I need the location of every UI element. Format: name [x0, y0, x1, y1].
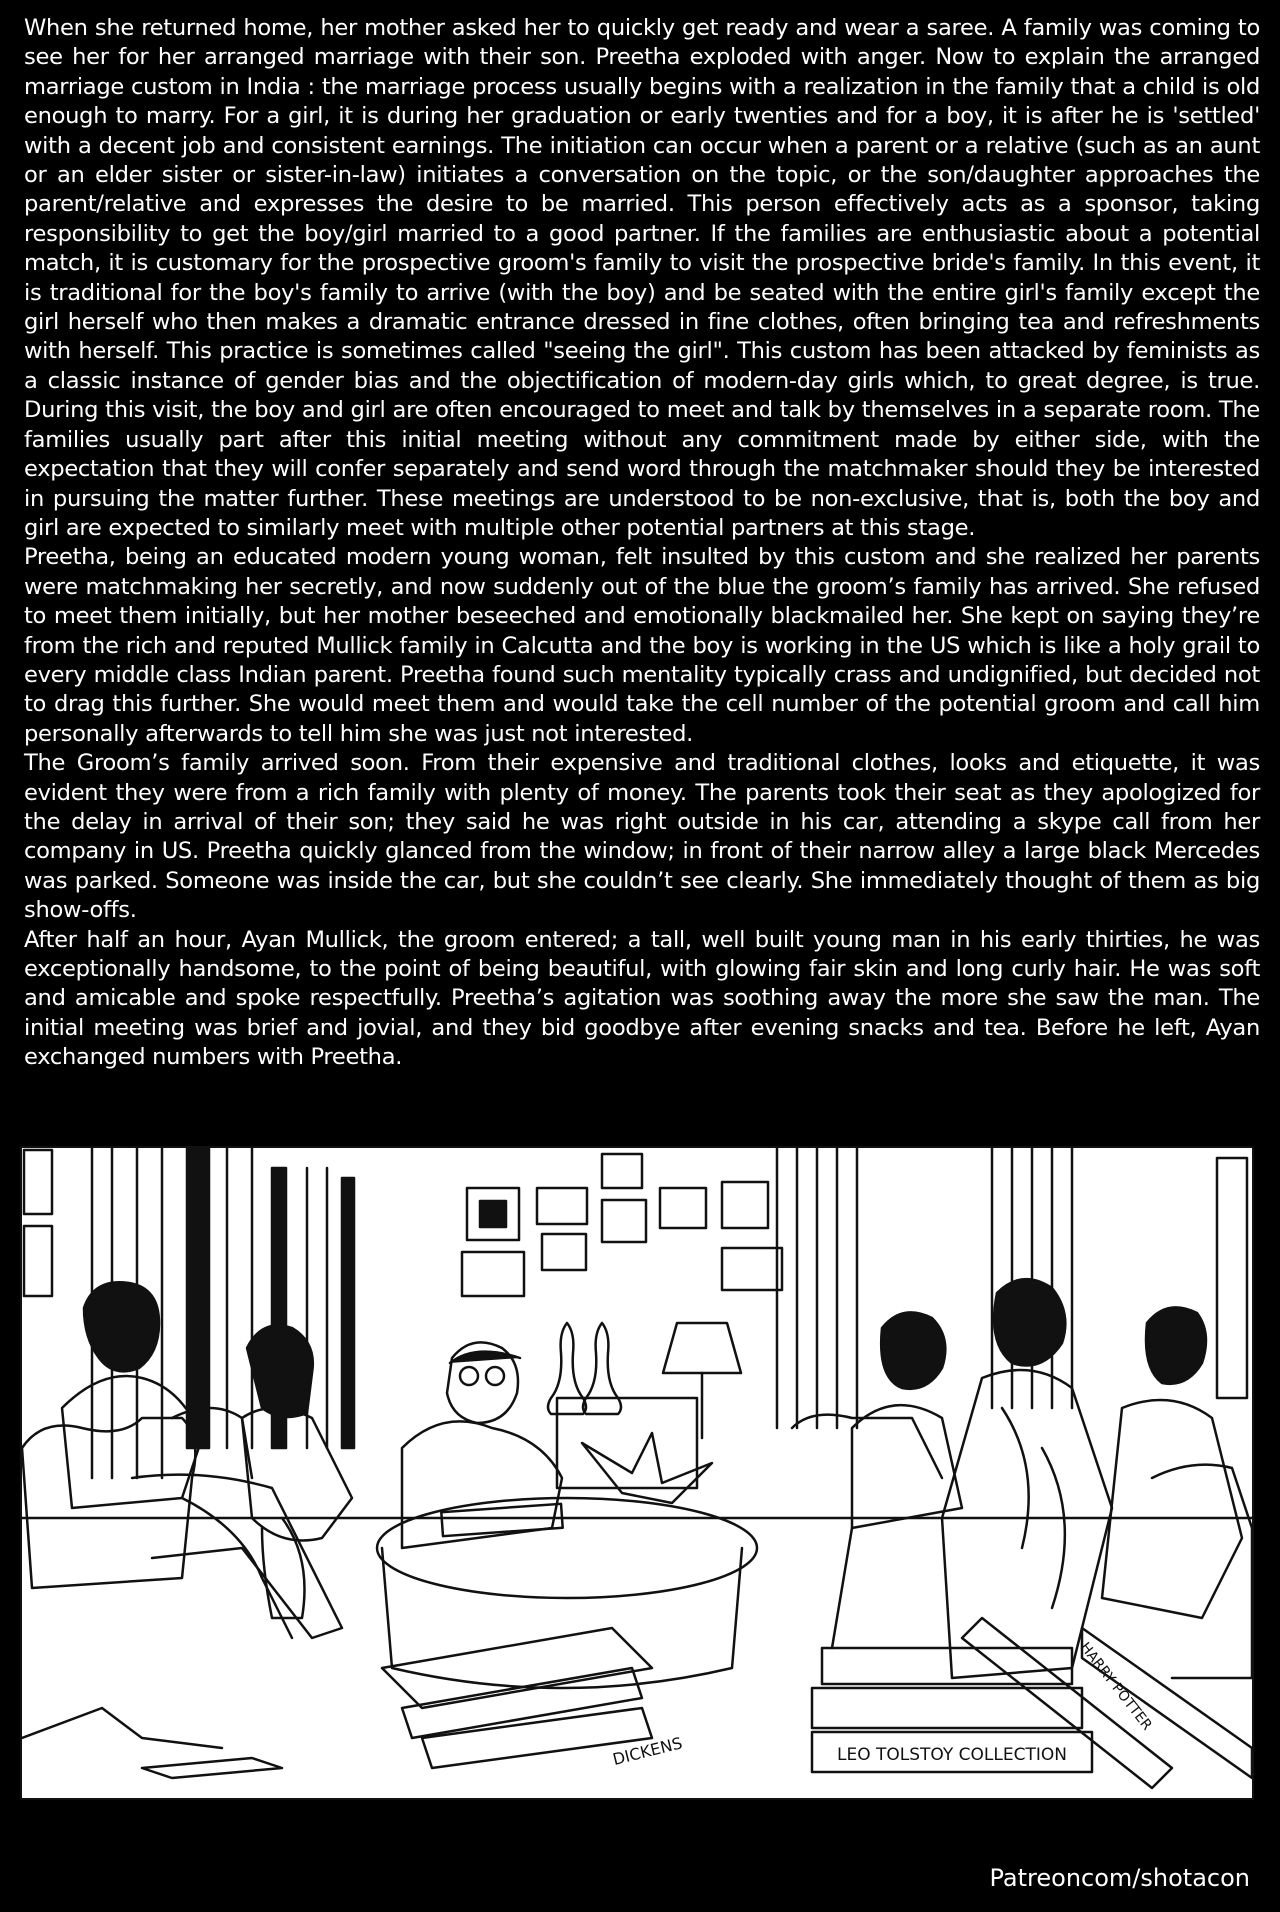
story-paragraph-3: The Groom’s family arrived soon. From their expensive and traditional clothes, looks and etiquette, it was evident they were from a rich family with plenty of money. The parents took their seat as they apologized for the delay in arrival of their son; they said he was right outside in his car, attending a skype call from her company in US. Preetha quickly glanced from the window; in front of their narrow alley a large black Mercedes was parked. Someone was inside the car, but she couldn’t see clearly. She immediately thought of them as big show-offs.	[24, 750, 1260, 924]
patreon-credit: Patreoncom/shotacon	[989, 1864, 1250, 1892]
figure-aunt	[1102, 1307, 1242, 1618]
living-room-drawing	[22, 1148, 1252, 1798]
book-label-dickens: DICKENS	[610, 1733, 685, 1769]
story-paragraph-1: When she returned home, her mother asked her to quickly get ready and wear a saree. A family was coming to see her for her arranged marriage with their son. Preetha exploded with anger. Now to explain the arranged marriage custom in India : the marriage process usually begins with a realization in the family that a child is old enough to marry. For a girl, it is during her graduation or early twenties and for a boy, it is after he is 'settled' with a decent job and consistent earnings. The initiation can occur when a parent or a relative (such as an aunt or an elder sister or sister-in-law) initiates a conversation on the topic, or the son/daughter approaches the parent/relative and expresses the desire to be married. This person effectively acts as a sponsor, taking responsibility to get the boy/girl married to a good partner. If the families are enthusiastic about a potential match, it is customary for the prospective groom's family to visit the prospective bride's family. In this event, it is traditional for the boy's family to arrive (with the boy) and be seated with the entire girl's family except the girl herself who then makes a dramatic entrance dressed in fine clothes, often bringing tea and refreshments with herself. This practice is sometimes called "seeing the girl". This custom has been attacked by feminists as a classic instance of gender bias and the objectification of modern-day girls which, to great degree, is true. During this visit, the boy and girl are often encouraged to meet and talk by themselves in a separate room. The families usually part after this initial meeting without any commitment made by either side, with the expectation that they will confer separately and send word through the matchmaker should they be interested in pursuing the matter further. These meetings are understood to be non-exclusive, that is, both the boy and girl are expected to similarly meet with multiple other potential partners at this stage.	[24, 15, 1260, 541]
book-label-harry-potter: HARRY POTTER	[1076, 1639, 1155, 1734]
story-paragraph-4: After half an hour, Ayan Mullick, the groom entered; a tall, well built young man in his early thirties, he was exceptionally handsome, to the point of being beautiful, with glowing fair skin and long curly hair. He was soft and amicable and spoke respectfully. Preetha’s agitation was soothing away the more she saw the man. The initial meeting was brief and jovial, and they bid goodbye after evening snacks and tea. Before he left, Ayan exchanged numbers with Preetha.	[24, 926, 1260, 1071]
coffee-table	[377, 1433, 757, 1688]
story-text	[24, 14, 1260, 1073]
living-room-illustration	[20, 1146, 1254, 1800]
figure-preetha	[242, 1326, 352, 1619]
wall-frame	[24, 1226, 52, 1296]
wall-frame	[24, 1150, 52, 1214]
figure-grooms-father	[832, 1312, 962, 1648]
story-paragraph-2: Preetha, being an educated modern young woman, felt insulted by this custom and she realized her parents were matchmaking her secretly, and now suddenly out of the blue the groom’s family has arrived. She refused to meet them initially, but her mother beseeched and emotionally blackmailed her. She kept on saying they’re from the rich and reputed Mullick family in Calcutta and the boy is working in the US which is like a holy grail to every middle class Indian parent. Preetha found such mentality typically crass and undignified, but decided not to drag this further. She would meet them and would take the cell number of the potential groom and call him personally afterwards to tell him she was just not interested.	[24, 544, 1260, 747]
picture-frames	[462, 1154, 782, 1296]
book-label-tolstoy: LEO TOLSTOY COLLECTION	[837, 1745, 1067, 1765]
book-stack-left	[22, 1628, 652, 1778]
figure-grooms-mother	[942, 1279, 1112, 1678]
